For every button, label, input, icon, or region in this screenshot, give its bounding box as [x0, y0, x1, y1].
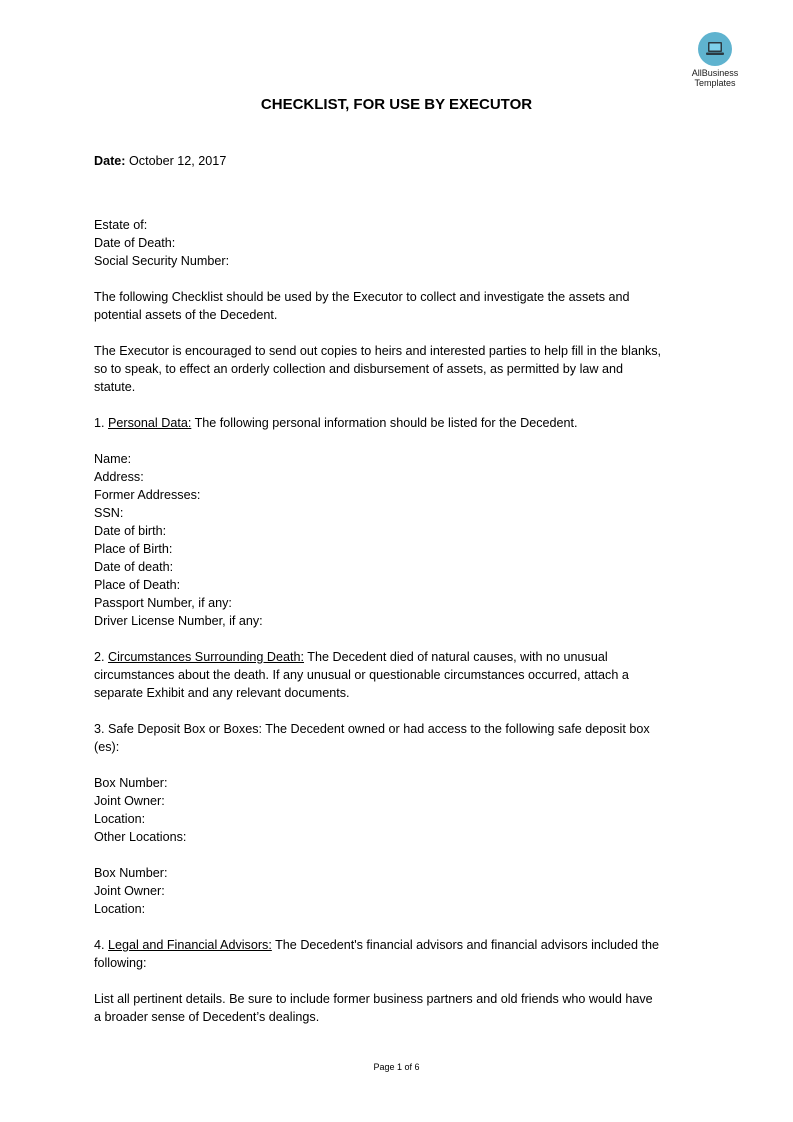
- section4-line2: following:: [94, 956, 147, 970]
- section3-heading: 3. Safe Deposit Box or Boxes: The Decedent owned or had access to the following safe deposit box: [94, 722, 650, 736]
- logo-text: [686, 68, 744, 88]
- document-body: [94, 152, 704, 1026]
- section2-line2: circumstances about the death. If any unusual or questionable circumstances occurred, attach a: [94, 668, 629, 682]
- personal-field: Name:: [94, 452, 132, 466]
- deposit-box-field: Box Number:: [94, 866, 168, 880]
- laptop-icon: [698, 32, 732, 66]
- page-number: Page 1 of 6: [373, 1062, 420, 1072]
- section2-heading: [94, 648, 704, 666]
- document-title: CHECKLIST, FOR USE BY EXECUTOR: [260, 96, 533, 113]
- date-of-death-field: Date of Death:: [94, 236, 176, 250]
- intro-p1-line1: The following Checklist should be used by the Executor to collect and investigate the assets and: [94, 290, 630, 304]
- estate-field: Estate of:: [94, 218, 148, 232]
- date-value: October 12, 2017: [125, 154, 227, 168]
- deposit-box-field: Location:: [94, 812, 146, 826]
- deposit-box-field: Joint Owner:: [94, 794, 165, 808]
- personal-field: Date of birth:: [94, 524, 167, 538]
- deposit-box-field: Other Locations:: [94, 830, 187, 844]
- intro-p2-line1: The Executor is encouraged to send out copies to heirs and interested parties to help fill in the blanks,: [94, 344, 662, 358]
- date-line: [94, 152, 704, 170]
- section1-heading: [94, 414, 704, 432]
- section4-number: 4.: [94, 938, 109, 952]
- personal-field: Former Addresses:: [94, 488, 201, 502]
- personal-field: Passport Number, if any:: [94, 596, 232, 610]
- deposit-box-field: Joint Owner:: [94, 884, 165, 898]
- section2-title: Circumstances Surrounding Death:: [108, 650, 305, 664]
- deposit-box-field: Location:: [94, 902, 146, 916]
- section2-number: 2.: [94, 650, 109, 664]
- section1-text: The following personal information should be listed for the Decedent.: [191, 416, 578, 430]
- section4-text: The Decedent's financial advisors and financial advisors included the: [271, 938, 660, 952]
- logo-line-2: Templates: [694, 78, 736, 88]
- logo-line-1: AllBusiness: [691, 68, 739, 78]
- intro-p1-line2: potential assets of the Decedent.: [94, 308, 278, 322]
- intro-p2-line3: statute.: [94, 380, 136, 394]
- personal-field: Place of Birth:: [94, 542, 173, 556]
- section3-line2: (es):: [94, 740, 120, 754]
- section4-para-line1: List all pertinent details. Be sure to include former business partners and old friends who would have: [94, 992, 653, 1006]
- section1-title: Personal Data:: [108, 416, 192, 430]
- personal-field: Driver License Number, if any:: [94, 614, 263, 628]
- deposit-box-field: Box Number:: [94, 776, 168, 790]
- personal-field: Date of death:: [94, 560, 174, 574]
- personal-field: Address:: [94, 470, 144, 484]
- date-label: Date:: [94, 154, 126, 168]
- section4-heading: [94, 936, 704, 954]
- brand-logo: [686, 32, 744, 88]
- section4-para-line2: a broader sense of Decedent’s dealings.: [94, 1010, 320, 1024]
- intro-p2-line2: so to speak, to effect an orderly collection and disbursement of assets, as permitted by law and: [94, 362, 623, 376]
- personal-field: Place of Death:: [94, 578, 181, 592]
- personal-field: SSN:: [94, 506, 124, 520]
- section2-line3: separate Exhibit and any relevant documents.: [94, 686, 350, 700]
- section2-text: The Decedent died of natural causes, with no unusual: [304, 650, 608, 664]
- section1-number: 1.: [94, 416, 109, 430]
- ssn-field: Social Security Number:: [94, 254, 230, 268]
- section4-title: Legal and Financial Advisors:: [108, 938, 272, 952]
